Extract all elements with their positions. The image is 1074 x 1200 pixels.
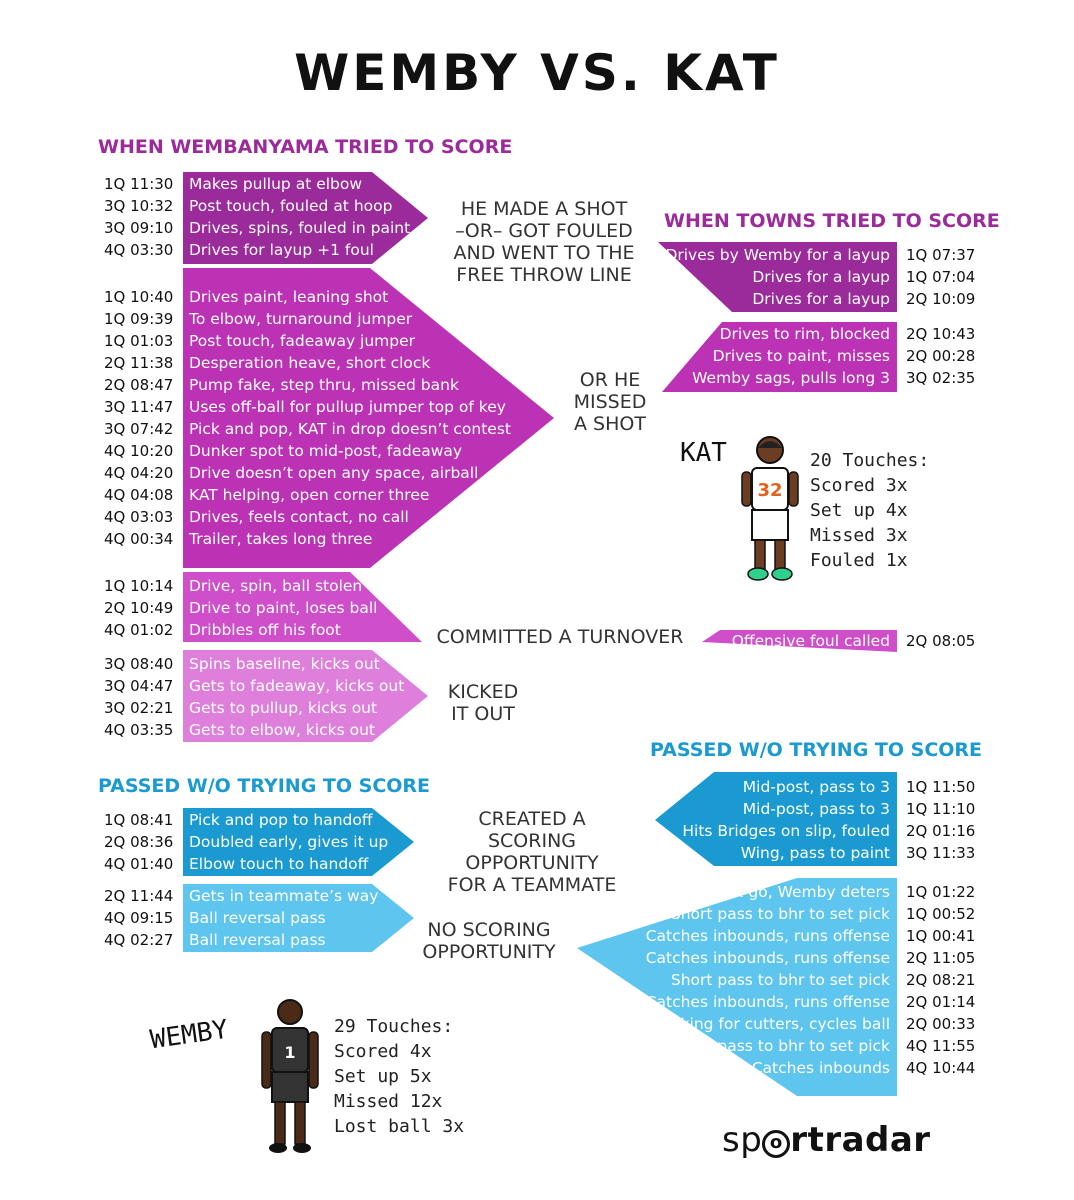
kat-stat-line: Fouled 1x [810,550,908,571]
logo-part: o [762,1130,790,1158]
row-description: Drives to paint, misses [712,347,890,365]
row-time: 2Q 08:05 [906,632,976,650]
row-description: Drives for a layup [752,268,890,286]
kat-stat-line: 20 Touches: [810,450,930,471]
label-none-line: OPPORTUNITY [422,941,556,963]
row-time: 2Q 10:43 [906,325,976,343]
row-description: Mid-post, pass to 3 [742,778,890,796]
row-time: 4Q 01:40 [104,855,174,873]
label-scored-line: HE MADE A SHOT [460,198,628,220]
row-description: Drives, spins, fouled in paint [189,219,411,237]
row-description: Hits Bridges on slip, fouled [682,822,890,840]
label-created-line: OPPORTUNITY [465,852,599,874]
wemby-stat-line: Scored 4x [334,1041,432,1062]
label-missed-line: A SHOT [574,413,646,435]
row-description: Pump fake, step thru, missed bank [189,376,459,394]
label-created [436,808,628,896]
row-description: Drives for layup +1 foul [189,241,374,259]
row-description: Catches inbounds, runs offense [645,927,890,945]
row-time: 4Q 10:44 [906,1059,976,1077]
row-time: 1Q 00:52 [906,905,976,923]
row-time: 2Q 08:47 [104,376,174,394]
row-description: Trailer, takes long three [189,530,373,548]
row-description: Pick and pop, KAT in drop doesn’t contest [189,420,511,438]
row-time: 1Q 10:14 [104,577,174,595]
row-description: Gets to elbow, kicks out [189,721,375,739]
row-time: 3Q 10:32 [104,197,174,215]
row-description: Give & go, Wemby deters [691,883,890,901]
row-time: 3Q 11:33 [906,844,976,862]
kat-figure-icon [730,432,806,582]
logo-part: sp [722,1120,763,1160]
row-time: 1Q 07:37 [906,246,976,264]
towns-pass-header: PASSED W/O TRYING TO SCORE [650,739,983,761]
row-description: Catches inbounds, runs offense [645,949,890,967]
label-none-line: NO SCORING [427,919,551,941]
label-created-line: FOR A TEAMMATE [447,874,617,896]
row-time: 3Q 02:35 [906,369,976,387]
row-description: Gets to pullup, kicks out [189,699,378,717]
row-description: Pick and pop to handoff [189,811,373,829]
row-time: 2Q 11:44 [104,887,174,905]
row-time: 4Q 00:34 [104,530,174,548]
row-time: 4Q 11:55 [906,1037,976,1055]
label-scored-line: –OR– GOT FOULED [455,220,633,242]
row-description: Spins baseline, kicks out [189,655,380,673]
row-description: Drives paint, leaning shot [189,288,389,306]
row-time: 2Q 11:05 [906,949,976,967]
row-description: Short pass to bhr to set pick [670,1037,890,1055]
row-description: KAT helping, open corner three [189,486,430,504]
wemby-score-header: WHEN WEMBANYAMA TRIED TO SCORE [98,136,513,158]
row-time: 3Q 04:47 [104,677,174,695]
label-kicked [428,681,538,725]
row-description: Gets to fadeaway, kicks out [189,677,405,695]
row-time: 4Q 09:15 [104,909,174,927]
row-time: 1Q 11:50 [906,778,976,796]
row-description: Makes pullup at elbow [189,175,363,193]
towns-score-header: WHEN TOWNS TRIED TO SCORE [664,210,1000,232]
wemby-stats [334,1014,464,1139]
row-time: 4Q 04:20 [104,464,174,482]
row-description: Elbow touch to handoff [189,855,369,873]
wemby-stat-line: 29 Touches: [334,1016,454,1037]
row-description: Drives for a layup [752,290,890,308]
row-time: 2Q 08:21 [906,971,976,989]
row-description: Gets in teammate’s way [189,887,379,905]
label-kicked-line: IT OUT [451,703,515,725]
row-time: 1Q 07:04 [906,268,976,286]
row-description: Offensive foul called [731,632,890,650]
wemby-stat-line: Set up 5x [334,1066,432,1087]
wemby-name: WEMBY [148,1014,230,1056]
label-scored-line: AND WENT TO THE [453,242,635,264]
label-scored-line: FREE THROW LINE [456,264,632,286]
row-description: Looking for cutters, cycles ball [653,1015,890,1033]
wemby-pass-header: PASSED W/O TRYING TO SCORE [98,775,431,797]
label-missed-line: OR HE [579,369,641,391]
row-description: Catches inbounds, runs offense [645,993,890,1011]
row-time: 4Q 03:03 [104,508,174,526]
kat-stat-line: Missed 3x [810,525,908,546]
label-missed [560,369,660,435]
row-description: Drive doesn’t open any space, airball [189,464,479,482]
row-time: 1Q 01:03 [104,332,174,350]
page-title: WEMBY VS. KAT [294,44,780,102]
logo-part: rtradar [790,1120,931,1160]
row-time: 2Q 08:36 [104,833,174,851]
label-created-line: SCORING [487,830,577,852]
row-time: 2Q 10:09 [906,290,976,308]
wemby-stat-line: Lost ball 3x [334,1116,465,1137]
wemby-stat-line: Missed 12x [334,1091,443,1112]
label-missed-line: MISSED [573,391,647,413]
row-time: 4Q 03:30 [104,241,174,259]
kat-stat-line: Scored 3x [810,475,908,496]
row-time: 1Q 11:30 [104,175,174,193]
row-time: 3Q 07:42 [104,420,174,438]
row-time: 4Q 03:35 [104,721,174,739]
row-time: 2Q 11:38 [104,354,174,372]
row-description: Short pass to bhr to set pick [670,905,890,923]
row-description: Drive to paint, loses ball [189,599,378,617]
row-time: 4Q 02:27 [104,931,174,949]
row-description: Catches inbounds [751,1059,890,1077]
row-description: Ball reversal pass [189,909,326,927]
row-description: Mid-post, pass to 3 [742,800,890,818]
kat-name: KAT [680,438,727,468]
label-turnover-line: COMMITTED A TURNOVER [436,626,684,648]
sportradar-logo [722,1120,931,1160]
row-time: 2Q 01:16 [906,822,976,840]
label-created-line: CREATED A [478,808,586,830]
label-scored [444,198,644,286]
row-description: Drives to rim, blocked [719,325,890,343]
row-time: 1Q 09:39 [104,310,174,328]
row-description: Post touch, fadeaway jumper [189,332,416,350]
row-time: 1Q 01:22 [906,883,976,901]
label-turnover [430,626,690,648]
row-description: Ball reversal pass [189,931,326,949]
row-time: 2Q 00:28 [906,347,976,365]
kat-stats [810,448,929,573]
row-time: 2Q 01:14 [906,993,976,1011]
row-description: Dribbles off his foot [189,621,341,639]
row-time: 1Q 10:40 [104,288,174,306]
label-kicked-line: KICKED [447,681,519,703]
row-time: 4Q 10:20 [104,442,174,460]
wemby-jersey-number: 1 [284,1043,296,1062]
row-description: Wing, pass to paint [740,844,890,862]
wemby-figure-icon [252,996,328,1156]
row-time: 3Q 09:10 [104,219,174,237]
row-time: 4Q 01:02 [104,621,174,639]
row-time: 2Q 00:33 [906,1015,976,1033]
row-description: Drives by Wemby for a layup [665,246,890,264]
row-description: Drives, feels contact, no call [189,508,409,526]
row-description: Uses off-ball for pullup jumper top of key [189,398,506,416]
row-time: 1Q 00:41 [906,927,976,945]
row-time: 4Q 04:08 [104,486,174,504]
row-description: To elbow, turnaround jumper [189,310,413,328]
row-description: Post touch, fouled at hoop [189,197,393,215]
row-description: Drive, spin, ball stolen [189,577,363,595]
row-description: Desperation heave, short clock [189,354,431,372]
row-time: 1Q 08:41 [104,811,174,829]
row-description: Dunker spot to mid-post, fadeaway [189,442,463,460]
row-time: 3Q 02:21 [104,699,174,717]
row-description: Wemby sags, pulls long 3 [692,369,890,387]
row-time: 2Q 10:49 [104,599,174,617]
kat-jersey-number: 32 [757,480,783,501]
row-time: 1Q 11:10 [906,800,976,818]
kat-stat-line: Set up 4x [810,500,908,521]
row-time: 3Q 11:47 [104,398,174,416]
row-description: Doubled early, gives it up [189,833,389,851]
row-time: 3Q 08:40 [104,655,174,673]
label-none [414,919,564,963]
row-description: Short pass to bhr to set pick [670,971,890,989]
